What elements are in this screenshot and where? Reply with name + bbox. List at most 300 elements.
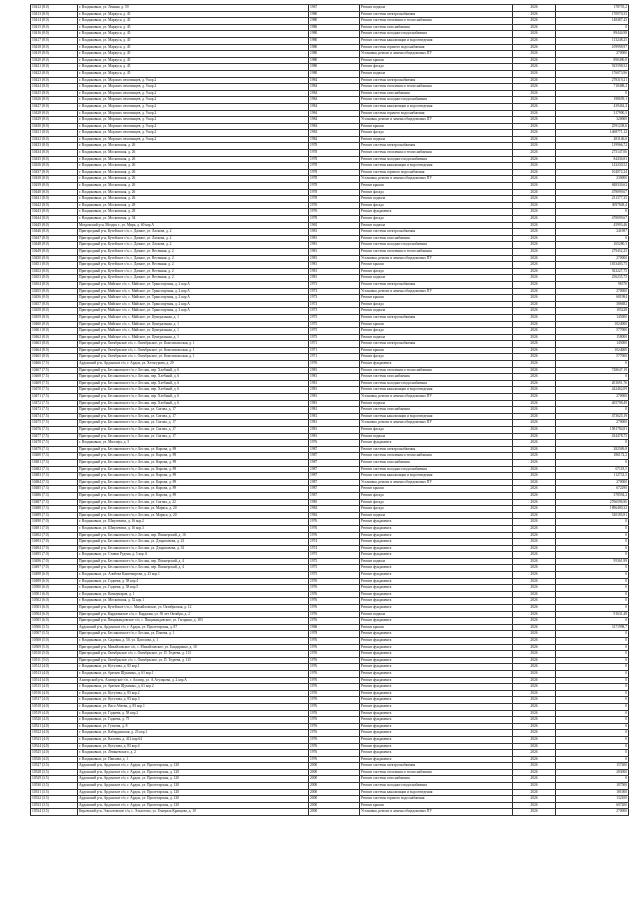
cost-cell: 0 bbox=[556, 585, 629, 592]
address-cell: Пригородный р-н, Октябрьское с/п, с. Октябрьское, ул. П. Тедеева, д. 113 bbox=[78, 651, 309, 658]
plan-year-cell: 2026 bbox=[513, 618, 556, 625]
plan-year-cell: 2026 bbox=[513, 466, 556, 473]
table-row bbox=[31, 196, 629, 203]
row-id-cell: 10525 (4.0) bbox=[31, 750, 78, 757]
row-id-cell: 10509 (5.0) bbox=[31, 644, 78, 651]
cost-cell: 107500 bbox=[556, 783, 629, 790]
row-id-cell: 10475 (7.5) bbox=[31, 420, 78, 427]
year-cell: 2000 bbox=[309, 789, 360, 796]
row-id-cell: 10507 (5.5) bbox=[31, 631, 78, 638]
table-row bbox=[31, 539, 629, 546]
table-row bbox=[31, 809, 629, 816]
address-cell: г. Владикавказ, ул. Московская, д. 28 bbox=[78, 209, 309, 216]
work-type-cell: Ремонт подвала bbox=[360, 611, 513, 618]
work-type-cell: Ремонт системы отопления и теплоснабжения bbox=[360, 769, 513, 776]
table-row bbox=[31, 789, 629, 796]
address-cell: Пригородный р-н, Беслановское г/п, г. Беслан, ул. Кирова, д. 89 bbox=[78, 459, 309, 466]
row-id-cell: 10472 (7.5) bbox=[31, 400, 78, 407]
year-cell: 1985 bbox=[309, 499, 360, 506]
row-id-cell: 10426 (8.0) bbox=[31, 97, 78, 104]
year-cell: 1978 bbox=[309, 156, 360, 163]
plan-year-cell: 2026 bbox=[513, 130, 556, 137]
table-row bbox=[31, 413, 629, 420]
address-cell: Пригородный р-н, Беслановское г/п, г. Беслан, ул. Сигова, д. 17 bbox=[78, 407, 309, 414]
plan-year-cell: 2026 bbox=[513, 783, 556, 790]
row-id-cell: 10512 (4.0) bbox=[31, 664, 78, 671]
work-type-cell: Ремонт системы электроснабжения bbox=[360, 341, 513, 348]
year-cell: 1976 bbox=[309, 664, 360, 671]
plan-year-cell: 2026 bbox=[513, 229, 556, 236]
table-row bbox=[31, 216, 629, 223]
address-cell: Пригородный р-н, Беслановское г/п, г. Беслан, пер. Пионерский, д. 16 bbox=[78, 532, 309, 539]
plan-year-cell: 2026 bbox=[513, 677, 556, 684]
table-row bbox=[31, 51, 629, 58]
cost-cell: 282569,8 bbox=[556, 446, 629, 453]
cost-cell: 478099,67 bbox=[556, 216, 629, 223]
work-type-cell: Ремонт фундамента bbox=[360, 545, 513, 552]
year-cell: 1984 bbox=[309, 103, 360, 110]
year-cell: 1976 bbox=[309, 525, 360, 532]
plan-year-cell: 2026 bbox=[513, 183, 556, 190]
cost-cell: 439462,2 bbox=[556, 103, 629, 110]
year-cell: 1976 bbox=[309, 638, 360, 645]
address-cell: г. Владикавказ, ул. Маркуса, д. 45 bbox=[78, 37, 309, 44]
work-type-cell: Ремонт подвала bbox=[360, 400, 513, 407]
work-type-cell: Ремонт системы горячего водоснабжения bbox=[360, 110, 513, 117]
cost-cell: 1024000 bbox=[556, 347, 629, 354]
row-id-cell: 10532 (3.5) bbox=[31, 796, 78, 803]
address-cell: г. Владикавказ, ул. Кабардинская, д. 23 кор.1 bbox=[78, 730, 309, 737]
year-cell: 1975 bbox=[309, 552, 360, 559]
address-cell: г. Владикавказ, ул. Кутузова, д. 83 кор.3 bbox=[78, 697, 309, 704]
year-cell: 1984 bbox=[309, 77, 360, 84]
row-id-cell: 10534 (3.5) bbox=[31, 809, 78, 816]
plan-year-cell: 2026 bbox=[513, 591, 556, 598]
address-cell: Пригородный р-н, Кутейское с/п, с. Дачное, ул. Весенняя, д. 2 bbox=[78, 255, 309, 262]
row-id-cell: 10454 (8.0) bbox=[31, 281, 78, 288]
cost-cell: 0 bbox=[556, 638, 629, 645]
row-id-cell: 10494 (7.0) bbox=[31, 545, 78, 552]
work-type-cell: Ремонт системы канализации и водоотведения bbox=[360, 103, 513, 110]
row-id-cell: 10491 (7.0) bbox=[31, 525, 78, 532]
cost-cell: 143230,52 bbox=[556, 163, 629, 170]
address-cell: г. Владикавказ, ул. Ставки Рудена, д. 5 кор.А bbox=[78, 552, 309, 559]
address-cell: Пригородный р-н, Беслановское г/п, г. Беслан, ул. Кирова, д. 89 bbox=[78, 446, 309, 453]
address-cell: г. Владикавказ, ул. братьев Щукиных, д. 61 кор.2 bbox=[78, 684, 309, 691]
table-row bbox=[31, 163, 629, 170]
table-row bbox=[31, 18, 629, 25]
cost-cell: 0 bbox=[556, 361, 629, 368]
work-type-cell: Ремонт системы отопления и теплоснабжения bbox=[360, 150, 513, 157]
row-id-cell: 10510 (5.0) bbox=[31, 651, 78, 658]
cost-cell: 270000 bbox=[556, 288, 629, 295]
row-id-cell: 10533 (3.5) bbox=[31, 802, 78, 809]
table-row bbox=[31, 717, 629, 724]
plan-year-cell: 2026 bbox=[513, 314, 556, 321]
year-cell: 1976 bbox=[309, 440, 360, 447]
plan-year-cell: 2026 bbox=[513, 446, 556, 453]
plan-year-cell: 2026 bbox=[513, 117, 556, 124]
cost-cell: 718488,2 bbox=[556, 84, 629, 91]
work-type-cell: Ремонт крыши bbox=[360, 802, 513, 809]
year-cell: 1980 bbox=[309, 51, 360, 58]
work-type-cell: Ремонт системы газоснабжения bbox=[360, 407, 513, 414]
row-id-cell: 10442 (8.0) bbox=[31, 202, 78, 209]
year-cell: 1976 bbox=[309, 202, 360, 209]
address-cell: Пригородный р-н, Кутейское с/п, с. Дачное, ул. Ласкова, д. 2 bbox=[78, 229, 309, 236]
address-cell: Пригородный р-н, Беслановское г/п, г. Беслан, пер. Хлебный, д. 6 bbox=[78, 400, 309, 407]
year-cell: 1981 bbox=[309, 367, 360, 374]
cost-cell: 157200 bbox=[556, 763, 629, 770]
cost-cell: 3171998,7 bbox=[556, 624, 629, 631]
work-type-cell: Ремонт подвала bbox=[360, 558, 513, 565]
year-cell: 1976 bbox=[309, 684, 360, 691]
table-row bbox=[31, 631, 629, 638]
cost-cell: 0 bbox=[556, 374, 629, 381]
address-cell: Пригородный р-н, Беслановское г/п, г. Беслан, пер. Пионерский, д. 4 bbox=[78, 558, 309, 565]
table-row bbox=[31, 394, 629, 401]
work-type-cell: Ремонт подвала bbox=[360, 136, 513, 143]
address-cell: г. Владикавказ, ул. Морских пехотинцев, д. 9 кор.2 bbox=[78, 110, 309, 117]
table-body bbox=[31, 5, 629, 816]
cost-cell: 112731,5 bbox=[556, 473, 629, 480]
work-type-cell: Ремонт фундамента bbox=[360, 440, 513, 447]
year-cell: 1973 bbox=[309, 281, 360, 288]
address-cell: г. Владикавказ, ул. Маркуса, д. 45 bbox=[78, 44, 309, 51]
address-cell: г. Владикавказ, ул. Морских пехотинцев, д. 9 кор.2 bbox=[78, 77, 309, 84]
table-row bbox=[31, 248, 629, 255]
year-cell: 1976 bbox=[309, 710, 360, 717]
row-id-cell: 10527 (3.5) bbox=[31, 763, 78, 770]
row-id-cell: 10453 (8.0) bbox=[31, 275, 78, 282]
plan-year-cell: 2026 bbox=[513, 631, 556, 638]
table-row bbox=[31, 565, 629, 572]
work-type-cell: Ремонт фундамента bbox=[360, 644, 513, 651]
plan-year-cell: 2026 bbox=[513, 57, 556, 64]
address-cell: Пригородный р-н, Беслановское г/п, г. Беслан, ул. Кирова, д. 89 bbox=[78, 479, 309, 486]
cost-cell: 0 bbox=[556, 598, 629, 605]
address-cell: г. Владикавказ, ул. Гадиева, д. 75 bbox=[78, 717, 309, 724]
row-id-cell: 10455 (8.0) bbox=[31, 288, 78, 295]
row-id-cell: 10420 (8.0) bbox=[31, 57, 78, 64]
row-id-cell: 10531 (3.5) bbox=[31, 789, 78, 796]
plan-year-cell: 2026 bbox=[513, 413, 556, 420]
work-type-cell: Ремонт фундамента bbox=[360, 717, 513, 724]
address-cell: г. Владикавказ, ул. Морских пехотинцев, д. 9 кор.2 bbox=[78, 130, 309, 137]
row-id-cell: 10522 (4.0) bbox=[31, 730, 78, 737]
plan-year-cell: 2026 bbox=[513, 598, 556, 605]
plan-year-cell: 2026 bbox=[513, 690, 556, 697]
row-id-cell: 10424 (8.0) bbox=[31, 84, 78, 91]
table-row bbox=[31, 347, 629, 354]
cost-cell: 405708,49 bbox=[556, 400, 629, 407]
year-cell: 1980 bbox=[309, 24, 360, 31]
row-id-cell: 10483 (7.3) bbox=[31, 473, 78, 480]
work-type-cell: Ремонт крыши bbox=[360, 624, 513, 631]
cost-cell: 478099,67 bbox=[556, 189, 629, 196]
cost-cell: 0 bbox=[556, 730, 629, 737]
work-type-cell: Установка, ремонт и замена общедомовых ПУ bbox=[360, 479, 513, 486]
year-cell: 1981 bbox=[309, 235, 360, 242]
work-type-cell: Ремонт системы электроснабжения bbox=[360, 314, 513, 321]
plan-year-cell: 2026 bbox=[513, 565, 556, 572]
work-type-cell: Ремонт системы электроснабжения bbox=[360, 763, 513, 770]
year-cell: 1975 bbox=[309, 314, 360, 321]
work-type-cell: Установка, ремонт и замена общедомовых ПУ bbox=[360, 176, 513, 183]
row-id-cell: 10459 (8.0) bbox=[31, 314, 78, 321]
year-cell: 1978 bbox=[309, 150, 360, 157]
work-type-cell: Ремонт системы холодного водоснабжения bbox=[360, 97, 513, 104]
plan-year-cell: 2026 bbox=[513, 334, 556, 341]
table-row bbox=[31, 585, 629, 592]
work-type-cell: Ремонт фундамента bbox=[360, 598, 513, 605]
plan-year-cell: 2026 bbox=[513, 5, 556, 12]
plan-year-cell: 2026 bbox=[513, 651, 556, 658]
table-row bbox=[31, 545, 629, 552]
year-cell: 2000 bbox=[309, 802, 360, 809]
plan-year-cell: 2026 bbox=[513, 374, 556, 381]
year-cell: 1976 bbox=[309, 651, 360, 658]
row-id-cell: 10463 (8.0) bbox=[31, 341, 78, 348]
work-type-cell: Ремонт фундамента bbox=[360, 697, 513, 704]
row-id-cell: 10500 (6.0) bbox=[31, 585, 78, 592]
cost-cell: 113248,25 bbox=[556, 37, 629, 44]
plan-year-cell: 2026 bbox=[513, 295, 556, 302]
year-cell: 1987 bbox=[309, 492, 360, 499]
address-cell: Ардонский р-н, Ардонское г/п, г. Ардон, ул. Пролетарская, д. 120 bbox=[78, 763, 309, 770]
plan-year-cell: 2026 bbox=[513, 222, 556, 229]
cost-cell: 848330,63 bbox=[556, 183, 629, 190]
table-row bbox=[31, 374, 629, 381]
plan-year-cell: 2026 bbox=[513, 750, 556, 757]
cost-cell: 186172,2 bbox=[556, 453, 629, 460]
plan-year-cell: 2026 bbox=[513, 354, 556, 361]
plan-year-cell: 2026 bbox=[513, 216, 556, 223]
cost-cell: 386682 bbox=[556, 301, 629, 308]
table-row bbox=[31, 677, 629, 684]
row-id-cell: 10423 (8.0) bbox=[31, 77, 78, 84]
plan-year-cell: 2026 bbox=[513, 308, 556, 315]
address-cell: г. Владикавказ, ул. Маркуса, д. 45 bbox=[78, 64, 309, 71]
cost-cell: 198659,1 bbox=[556, 97, 629, 104]
row-id-cell: 10457 (8.0) bbox=[31, 301, 78, 308]
row-id-cell: 10439 (8.0) bbox=[31, 183, 78, 190]
work-type-cell: Ремонт фундамента bbox=[360, 519, 513, 526]
year-cell: 1981 bbox=[309, 387, 360, 394]
year-cell: 1976 bbox=[309, 756, 360, 763]
row-id-cell: 10503 (6.0) bbox=[31, 605, 78, 612]
table-row bbox=[31, 618, 629, 625]
year-cell: 1980 bbox=[309, 64, 360, 71]
table-row bbox=[31, 453, 629, 460]
table-row bbox=[31, 459, 629, 466]
table-row bbox=[31, 796, 629, 803]
table-row bbox=[31, 433, 629, 440]
address-cell: г. Владикавказ, ул. Морских пехотинцев, д. 9 кор.2 bbox=[78, 136, 309, 143]
row-id-cell: 10422 (8.0) bbox=[31, 70, 78, 77]
year-cell: 2000 bbox=[309, 763, 360, 770]
work-type-cell: Ремонт фундамента bbox=[360, 591, 513, 598]
table-row bbox=[31, 552, 629, 559]
work-type-cell: Ремонт фундамента bbox=[360, 539, 513, 546]
year-cell: 1984 bbox=[309, 110, 360, 117]
address-cell: Пригородный р-н, Кутейское с/п, с. Михайловское, ул. Октябрьская, д. 12 bbox=[78, 605, 309, 612]
work-type-cell: Ремонт фасада bbox=[360, 268, 513, 275]
row-id-cell: 10421 (8.0) bbox=[31, 64, 78, 71]
table-row bbox=[31, 321, 629, 328]
year-cell: 2000 bbox=[309, 769, 360, 776]
address-cell: Пригородный р-н, Беслановское г/п, г. Беслан, ул. Маркса, д. 20 bbox=[78, 512, 309, 519]
address-cell: Пригородный р-н, Майское с/п, с. Майское, ул. Транспортная, д. 2 кор.А bbox=[78, 308, 309, 315]
row-id-cell: 10417 (8.0) bbox=[31, 37, 78, 44]
plan-year-cell: 2026 bbox=[513, 248, 556, 255]
year-cell: 1976 bbox=[309, 644, 360, 651]
year-cell: 1973 bbox=[309, 295, 360, 302]
table-row bbox=[31, 367, 629, 374]
address-cell: Пригородный р-н, Кутейское с/п, с. Дачное, ул. Ласкова, д. 2 bbox=[78, 235, 309, 242]
table-row bbox=[31, 624, 629, 631]
year-cell: 1978 bbox=[309, 196, 360, 203]
plan-year-cell: 2026 bbox=[513, 262, 556, 269]
table-row bbox=[31, 730, 629, 737]
year-cell: 1981 bbox=[309, 420, 360, 427]
address-cell: Моздокский р-н, Моздок г., ул. Мира, д. 60 кор.А bbox=[78, 222, 309, 229]
address-cell: г. Владикавказ, ул. Московская, д. 28 bbox=[78, 202, 309, 209]
work-type-cell: Ремонт фундамента bbox=[360, 684, 513, 691]
plan-year-cell: 2026 bbox=[513, 189, 556, 196]
work-type-cell: Ремонт фундамента bbox=[360, 585, 513, 592]
work-type-cell: Ремонт фундамента bbox=[360, 677, 513, 684]
year-cell: 1981 bbox=[309, 427, 360, 434]
cost-cell: 176073,96 bbox=[556, 70, 629, 77]
work-type-cell: Ремонт крыши bbox=[360, 262, 513, 269]
year-cell: 1975 bbox=[309, 321, 360, 328]
row-id-cell: 10413 (8.0) bbox=[31, 11, 78, 18]
work-type-cell: Ремонт системы канализации и водоотведения bbox=[360, 163, 513, 170]
address-cell: г. Владикавказ, ул. Леваневского, д. 2 bbox=[78, 750, 309, 757]
row-id-cell: 10468 (7.5) bbox=[31, 374, 78, 381]
row-id-cell: 10443 (8.0) bbox=[31, 209, 78, 216]
year-cell: 1984 bbox=[309, 123, 360, 130]
plan-year-cell: 2026 bbox=[513, 51, 556, 58]
year-cell: 1987 bbox=[309, 446, 360, 453]
address-cell: г. Владикавказ, ул. Морских пехотинцев, д. 9 кор.2 bbox=[78, 103, 309, 110]
row-id-cell: 10436 (8.0) bbox=[31, 163, 78, 170]
table-row bbox=[31, 690, 629, 697]
table-row bbox=[31, 743, 629, 750]
table-row bbox=[31, 281, 629, 288]
plan-year-cell: 2026 bbox=[513, 717, 556, 724]
address-cell: Пригородный р-н, Октябрьское с/п, с. Октябрьское, ул. П. Тедеева, д. 115 bbox=[78, 657, 309, 664]
row-id-cell: 10469 (7.5) bbox=[31, 380, 78, 387]
plan-year-cell: 2026 bbox=[513, 638, 556, 645]
row-id-cell: 10461 (8.0) bbox=[31, 328, 78, 335]
table-row bbox=[31, 506, 629, 513]
plan-year-cell: 2026 bbox=[513, 321, 556, 328]
work-type-cell: Ремонт системы канализации и водоотведения bbox=[360, 473, 513, 480]
cost-cell: 442462,09 bbox=[556, 387, 629, 394]
row-id-cell: 10418 (8.0) bbox=[31, 44, 78, 51]
table-row bbox=[31, 723, 629, 730]
cost-cell: 0 bbox=[556, 651, 629, 658]
table-row bbox=[31, 783, 629, 790]
cost-cell: 145000 bbox=[556, 341, 629, 348]
table-row bbox=[31, 5, 629, 12]
cost-cell: 320000 bbox=[556, 117, 629, 124]
year-cell: 1981 bbox=[309, 413, 360, 420]
table-row bbox=[31, 169, 629, 176]
cost-cell: 0 bbox=[556, 539, 629, 546]
table-row bbox=[31, 130, 629, 137]
year-cell: 1976 bbox=[309, 578, 360, 585]
plan-year-cell: 2026 bbox=[513, 492, 556, 499]
table-row bbox=[31, 90, 629, 97]
cost-cell: 0 bbox=[556, 618, 629, 625]
table-row bbox=[31, 703, 629, 710]
year-cell: 1984 bbox=[309, 506, 360, 513]
year-cell: 1976 bbox=[309, 361, 360, 368]
year-cell: 1975 bbox=[309, 558, 360, 565]
cost-cell: 270000 bbox=[556, 255, 629, 262]
plan-year-cell: 2026 bbox=[513, 670, 556, 677]
cost-cell: 0 bbox=[556, 710, 629, 717]
cost-cell: 890490,8 bbox=[556, 57, 629, 64]
cost-cell: 270000 bbox=[556, 479, 629, 486]
table-row bbox=[31, 136, 629, 143]
address-cell: Ардонский р-н, Ардонское г/п, г. Ардон, ул. Пролетарская, д. 120 bbox=[78, 769, 309, 776]
row-id-cell: 10440 (8.0) bbox=[31, 189, 78, 196]
cost-cell: 67118,5 bbox=[556, 466, 629, 473]
year-cell: 1976 bbox=[309, 750, 360, 757]
address-cell: Пригородный р-н, Михайловское с/п, с. Михайловское, ул. Бондаренко, д. 10 bbox=[78, 644, 309, 651]
row-id-cell: 10462 (8.0) bbox=[31, 334, 78, 341]
address-cell: г. Владикавказ, ул. Морских пехотинцев, д. 9 кор.2 bbox=[78, 123, 309, 130]
year-cell: 1976 bbox=[309, 717, 360, 724]
table-row bbox=[31, 255, 629, 262]
table-row bbox=[31, 651, 629, 658]
cost-cell: 231377,35 bbox=[556, 196, 629, 203]
table-row bbox=[31, 446, 629, 453]
address-cell: г. Владикавказ, ул. Гутиева, д. 8 bbox=[78, 723, 309, 730]
table-row bbox=[31, 288, 629, 295]
cost-cell: 0 bbox=[556, 525, 629, 532]
year-cell: 1968 bbox=[309, 624, 360, 631]
cost-cell: 520185,81 bbox=[556, 512, 629, 519]
plan-year-cell: 2026 bbox=[513, 196, 556, 203]
table-row bbox=[31, 756, 629, 763]
plan-year-cell: 2026 bbox=[513, 664, 556, 671]
address-cell: Пригородный р-н, Кутейское с/п, с. Дачное, ул. Ласкова, д. 2 bbox=[78, 242, 309, 249]
table-row bbox=[31, 750, 629, 757]
plan-year-cell: 2026 bbox=[513, 710, 556, 717]
row-id-cell: 10465 (8.0) bbox=[31, 354, 78, 361]
work-type-cell: Ремонт крыши bbox=[360, 486, 513, 493]
year-cell: 1976 bbox=[309, 605, 360, 612]
year-cell: 1978 bbox=[309, 189, 360, 196]
plan-year-cell: 2026 bbox=[513, 235, 556, 242]
row-id-cell: 10466 (7.5) bbox=[31, 361, 78, 368]
plan-year-cell: 2026 bbox=[513, 506, 556, 513]
cost-cell: 256235,75 bbox=[556, 275, 629, 282]
table-row bbox=[31, 638, 629, 645]
address-cell: Пригородный р-н, Карджинское с/п, с. Карджин, ул. 50 лет Октября, д. 2 bbox=[78, 611, 309, 618]
year-cell: 1973 bbox=[309, 288, 360, 295]
year-cell: 1984 bbox=[309, 117, 360, 124]
table-row bbox=[31, 275, 629, 282]
year-cell: 1976 bbox=[309, 657, 360, 664]
address-cell: Ардонский р-н, Ардонское г/п, г. Ардон, ул. Пролетарская, д. 120 bbox=[78, 789, 309, 796]
year-cell: 1975 bbox=[309, 565, 360, 572]
